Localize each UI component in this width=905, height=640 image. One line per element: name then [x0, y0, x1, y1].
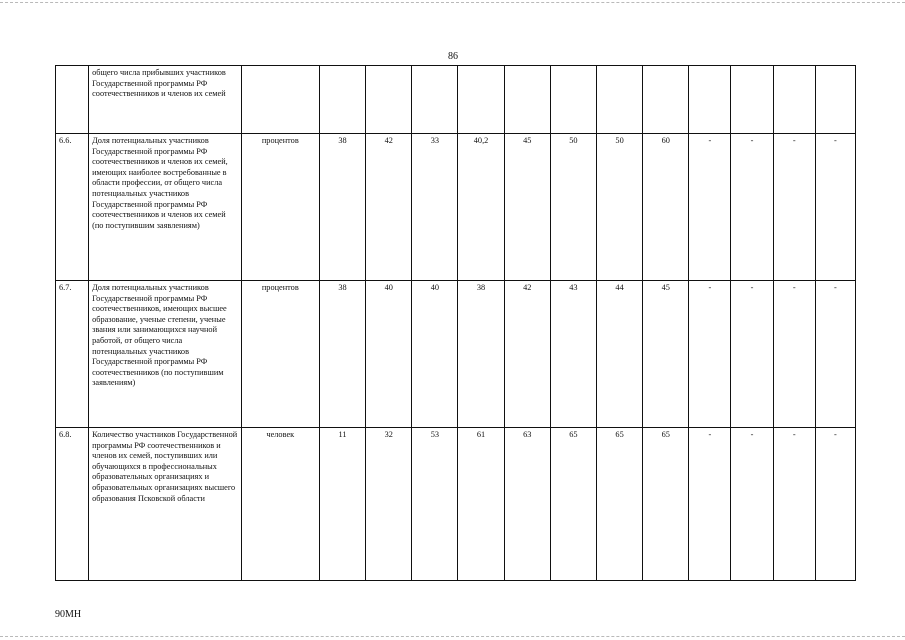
value-cell: -	[815, 134, 855, 281]
value-cell: -	[689, 134, 731, 281]
value-cell: 60	[643, 134, 689, 281]
value-cell: -	[731, 281, 773, 428]
indicator-description-cell: Доля потенциальных участников Государственной программы РФ соотечественников и членов их семей, имеющих наиболее востребованные в области профессии, от общего числа потенциальных участников Государственной программы РФ соотечественников и членов их семей (по поступившим заявлениям)	[89, 134, 242, 281]
value-cell: 38	[319, 134, 365, 281]
value-cell: 65	[550, 428, 596, 581]
value-cell	[596, 66, 642, 134]
value-cell: 53	[412, 428, 458, 581]
row-number-cell	[56, 66, 89, 134]
table-row	[56, 134, 856, 281]
value-cell: 33	[412, 134, 458, 281]
value-cell: 65	[643, 428, 689, 581]
value-cell: -	[815, 281, 855, 428]
value-cell: 50	[550, 134, 596, 281]
value-cell	[458, 66, 504, 134]
value-cell: 45	[643, 281, 689, 428]
scan-edge-top	[0, 2, 905, 3]
value-cell: 40	[412, 281, 458, 428]
value-cell	[643, 66, 689, 134]
table-row	[56, 281, 856, 428]
unit-cell: человек	[241, 428, 319, 581]
value-cell: -	[689, 281, 731, 428]
value-cell: -	[689, 428, 731, 581]
indicator-description-cell: Доля потенциальных участников Государственной программы РФ соотечественников, имеющих высшее образование, ученые степени, ученые звания или занимающихся научной работой, от общего числа потенциальных участников Государственной программы РФ соотечественников (по поступившим заявлениям)	[89, 281, 242, 428]
footer-code: 90МН	[55, 609, 82, 620]
unit-cell: процентов	[241, 134, 319, 281]
table-row	[56, 66, 856, 134]
value-cell: 38	[458, 281, 504, 428]
table-row	[56, 428, 856, 581]
value-cell: 38	[319, 281, 365, 428]
unit-cell	[241, 66, 319, 134]
value-cell	[773, 66, 815, 134]
row-number-cell: 6.8.	[56, 428, 89, 581]
value-cell	[550, 66, 596, 134]
value-cell: 61	[458, 428, 504, 581]
value-cell: 40,2	[458, 134, 504, 281]
indicator-description-cell: Количество участников Государственной программы РФ соотечественников и членов их семей, поступивших или обучающихся в профессиональных образовательных организациях и образовательных организациях высшего образования Псковской области	[89, 428, 242, 581]
value-cell: 50	[596, 134, 642, 281]
row-number-cell: 6.6.	[56, 134, 89, 281]
value-cell	[689, 66, 731, 134]
value-cell	[366, 66, 412, 134]
indicator-table	[55, 65, 856, 581]
value-cell: -	[731, 428, 773, 581]
value-cell	[412, 66, 458, 134]
value-cell: 65	[596, 428, 642, 581]
page-number: 86	[448, 51, 458, 62]
value-cell: -	[815, 428, 855, 581]
value-cell: 42	[504, 281, 550, 428]
value-cell	[319, 66, 365, 134]
value-cell: 44	[596, 281, 642, 428]
value-cell: 40	[366, 281, 412, 428]
indicator-description-cell: общего числа прибывших участников Государственной программы РФ соотечественников и членов их семей	[89, 66, 242, 134]
value-cell: -	[773, 281, 815, 428]
value-cell: -	[773, 428, 815, 581]
value-cell	[504, 66, 550, 134]
value-cell	[731, 66, 773, 134]
value-cell: -	[773, 134, 815, 281]
value-cell: -	[731, 134, 773, 281]
scan-edge-bottom	[0, 636, 905, 637]
value-cell: 11	[319, 428, 365, 581]
value-cell	[815, 66, 855, 134]
unit-cell: процентов	[241, 281, 319, 428]
value-cell: 42	[366, 134, 412, 281]
value-cell: 63	[504, 428, 550, 581]
value-cell: 45	[504, 134, 550, 281]
row-number-cell: 6.7.	[56, 281, 89, 428]
value-cell: 32	[366, 428, 412, 581]
value-cell: 43	[550, 281, 596, 428]
